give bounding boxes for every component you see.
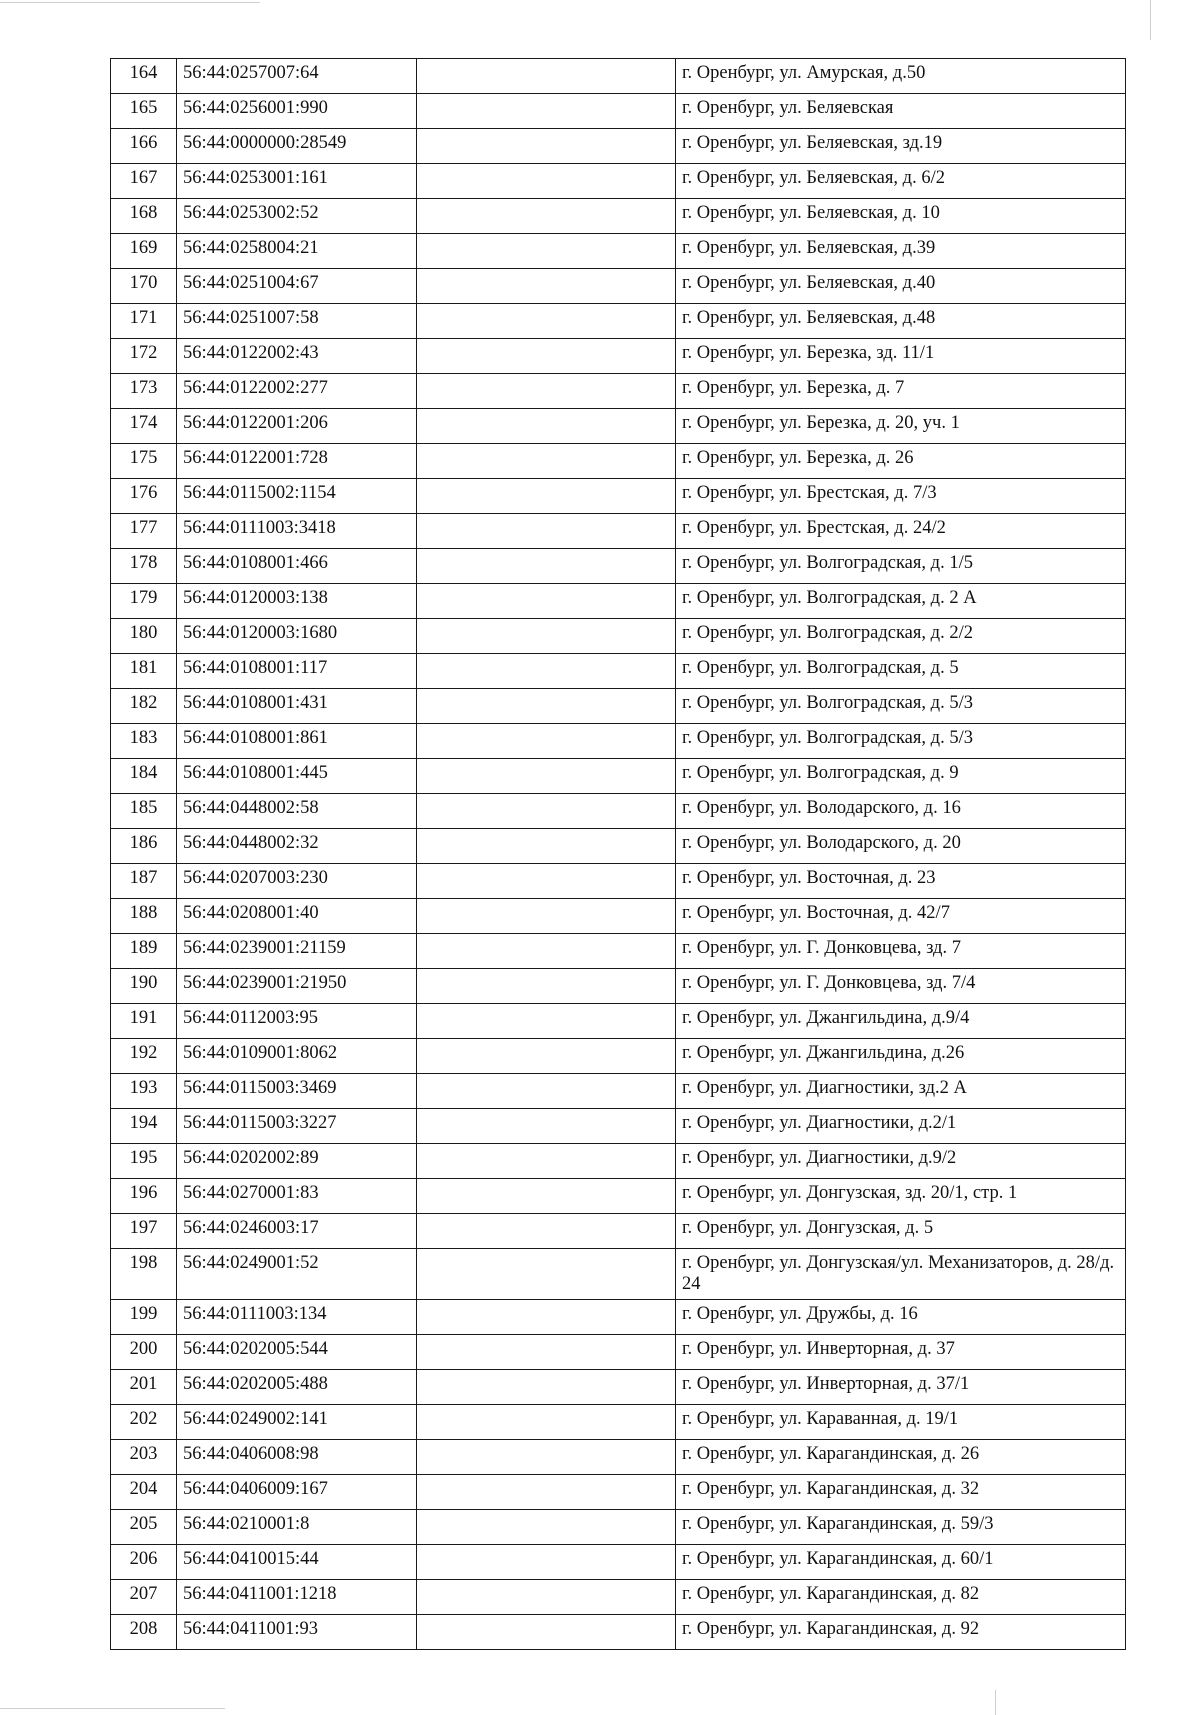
empty-cell bbox=[417, 689, 676, 724]
table-row bbox=[111, 1335, 1126, 1370]
row-number-cell: 167 bbox=[111, 164, 177, 199]
empty-cell bbox=[417, 479, 676, 514]
row-number-cell: 194 bbox=[111, 1109, 177, 1144]
row-number-cell: 185 bbox=[111, 794, 177, 829]
cadastral-number-cell: 56:44:0406009:167 bbox=[177, 1475, 417, 1510]
cadastral-number-cell: 56:44:0270001:83 bbox=[177, 1179, 417, 1214]
address-cell: г. Оренбург, ул. Донгузская/ул. Механизаторов, д. 28/д. 24 bbox=[676, 1249, 1126, 1300]
cadastral-number-cell: 56:44:0239001:21950 bbox=[177, 969, 417, 1004]
table-row bbox=[111, 1179, 1126, 1214]
empty-cell bbox=[417, 1335, 676, 1370]
row-number-cell: 186 bbox=[111, 829, 177, 864]
table-row bbox=[111, 1510, 1126, 1545]
cadastral-number-cell: 56:44:0109001:8062 bbox=[177, 1039, 417, 1074]
address-cell: г. Оренбург, ул. Березка, д. 26 bbox=[676, 444, 1126, 479]
cadastral-number-cell: 56:44:0111003:3418 bbox=[177, 514, 417, 549]
table-row bbox=[111, 94, 1126, 129]
table-row bbox=[111, 1074, 1126, 1109]
cadastral-number-cell: 56:44:0202005:544 bbox=[177, 1335, 417, 1370]
empty-cell bbox=[417, 759, 676, 794]
empty-cell bbox=[417, 1405, 676, 1440]
empty-cell bbox=[417, 899, 676, 934]
table-row bbox=[111, 1300, 1126, 1335]
table-row bbox=[111, 164, 1126, 199]
address-cell: г. Оренбург, ул. Волгоградская, д. 1/5 bbox=[676, 549, 1126, 584]
cadastral-number-cell: 56:44:0411001:1218 bbox=[177, 1580, 417, 1615]
cadastral-number-cell: 56:44:0108001:117 bbox=[177, 654, 417, 689]
row-number-cell: 207 bbox=[111, 1580, 177, 1615]
address-cell: г. Оренбург, ул. Инверторная, д. 37/1 bbox=[676, 1370, 1126, 1405]
address-cell: г. Оренбург, ул. Беляевская, д. 10 bbox=[676, 199, 1126, 234]
empty-cell bbox=[417, 1039, 676, 1074]
row-number-cell: 175 bbox=[111, 444, 177, 479]
cadastral-number-cell: 56:44:0115002:1154 bbox=[177, 479, 417, 514]
empty-cell bbox=[417, 1300, 676, 1335]
address-cell: г. Оренбург, ул. Дружбы, д. 16 bbox=[676, 1300, 1126, 1335]
table-row bbox=[111, 584, 1126, 619]
empty-cell bbox=[417, 619, 676, 654]
address-cell: г. Оренбург, ул. Карагандинская, д. 32 bbox=[676, 1475, 1126, 1510]
row-number-cell: 202 bbox=[111, 1405, 177, 1440]
cadastral-number-cell: 56:44:0122002:43 bbox=[177, 339, 417, 374]
table-row bbox=[111, 1249, 1126, 1300]
address-cell: г. Оренбург, ул. Брестская, д. 7/3 bbox=[676, 479, 1126, 514]
address-cell: г. Оренбург, ул. Джангильдина, д.26 bbox=[676, 1039, 1126, 1074]
empty-cell bbox=[417, 304, 676, 339]
address-cell: г. Оренбург, ул. Володарского, д. 16 bbox=[676, 794, 1126, 829]
row-number-cell: 174 bbox=[111, 409, 177, 444]
row-number-cell: 180 bbox=[111, 619, 177, 654]
table-row bbox=[111, 479, 1126, 514]
cadastral-number-cell: 56:44:0256001:990 bbox=[177, 94, 417, 129]
cadastral-number-cell: 56:44:0411001:93 bbox=[177, 1615, 417, 1650]
row-number-cell: 189 bbox=[111, 934, 177, 969]
scan-edge-top-right bbox=[1150, 0, 1151, 40]
empty-cell bbox=[417, 794, 676, 829]
cadastral-number-cell: 56:44:0253001:161 bbox=[177, 164, 417, 199]
table-row bbox=[111, 234, 1126, 269]
row-number-cell: 208 bbox=[111, 1615, 177, 1650]
row-number-cell: 204 bbox=[111, 1475, 177, 1510]
address-cell: г. Оренбург, ул. Беляевская bbox=[676, 94, 1126, 129]
table-row bbox=[111, 1109, 1126, 1144]
row-number-cell: 165 bbox=[111, 94, 177, 129]
address-cell: г. Оренбург, ул. Карагандинская, д. 59/3 bbox=[676, 1510, 1126, 1545]
address-cell: г. Оренбург, ул. Волгоградская, д. 5/3 bbox=[676, 724, 1126, 759]
empty-cell bbox=[417, 234, 676, 269]
address-cell: г. Оренбург, ул. Березка, зд. 11/1 bbox=[676, 339, 1126, 374]
address-cell: г. Оренбург, ул. Инверторная, д. 37 bbox=[676, 1335, 1126, 1370]
cadastral-number-cell: 56:44:0120003:1680 bbox=[177, 619, 417, 654]
empty-cell bbox=[417, 164, 676, 199]
table-row bbox=[111, 934, 1126, 969]
empty-cell bbox=[417, 969, 676, 1004]
empty-cell bbox=[417, 1004, 676, 1039]
table-row bbox=[111, 864, 1126, 899]
registry-table-body bbox=[111, 59, 1126, 1650]
row-number-cell: 184 bbox=[111, 759, 177, 794]
cadastral-number-cell: 56:44:0000000:28549 bbox=[177, 129, 417, 164]
row-number-cell: 179 bbox=[111, 584, 177, 619]
table-row bbox=[111, 1039, 1126, 1074]
cadastral-number-cell: 56:44:0202005:488 bbox=[177, 1370, 417, 1405]
cadastral-number-cell: 56:44:0111003:134 bbox=[177, 1300, 417, 1335]
address-cell: г. Оренбург, ул. Брестская, д. 24/2 bbox=[676, 514, 1126, 549]
cadastral-number-cell: 56:44:0406008:98 bbox=[177, 1440, 417, 1475]
cadastral-number-cell: 56:44:0210001:8 bbox=[177, 1510, 417, 1545]
address-cell: г. Оренбург, ул. Волгоградская, д. 5 bbox=[676, 654, 1126, 689]
scan-edge-bottom-right bbox=[995, 1690, 996, 1715]
row-number-cell: 170 bbox=[111, 269, 177, 304]
address-cell: г. Оренбург, ул. Волгоградская, д. 2 А bbox=[676, 584, 1126, 619]
address-cell: г. Оренбург, ул. Диагностики, зд.2 А bbox=[676, 1074, 1126, 1109]
empty-cell bbox=[417, 654, 676, 689]
address-cell: г. Оренбург, ул. Березка, д. 7 bbox=[676, 374, 1126, 409]
address-cell: г. Оренбург, ул. Донгузская, зд. 20/1, стр. 1 bbox=[676, 1179, 1126, 1214]
scan-edge-bottom bbox=[0, 1708, 225, 1709]
empty-cell bbox=[417, 1580, 676, 1615]
empty-cell bbox=[417, 549, 676, 584]
table-row bbox=[111, 339, 1126, 374]
cadastral-number-cell: 56:44:0120003:138 bbox=[177, 584, 417, 619]
table-row bbox=[111, 409, 1126, 444]
cadastral-number-cell: 56:44:0448002:58 bbox=[177, 794, 417, 829]
empty-cell bbox=[417, 129, 676, 164]
row-number-cell: 183 bbox=[111, 724, 177, 759]
table-row bbox=[111, 1475, 1126, 1510]
table-row bbox=[111, 1615, 1126, 1650]
empty-cell bbox=[417, 339, 676, 374]
table-row bbox=[111, 269, 1126, 304]
address-cell: г. Оренбург, ул. Беляевская, д.40 bbox=[676, 269, 1126, 304]
table-row bbox=[111, 1440, 1126, 1475]
row-number-cell: 201 bbox=[111, 1370, 177, 1405]
cadastral-number-cell: 56:44:0202002:89 bbox=[177, 1144, 417, 1179]
empty-cell bbox=[417, 409, 676, 444]
address-cell: г. Оренбург, ул. Волгоградская, д. 9 bbox=[676, 759, 1126, 794]
address-cell: г. Оренбург, ул. Карагандинская, д. 82 bbox=[676, 1580, 1126, 1615]
row-number-cell: 181 bbox=[111, 654, 177, 689]
cadastral-number-cell: 56:44:0258004:21 bbox=[177, 234, 417, 269]
empty-cell bbox=[417, 1615, 676, 1650]
table-row bbox=[111, 59, 1126, 94]
address-cell: г. Оренбург, ул. Диагностики, д.9/2 bbox=[676, 1144, 1126, 1179]
cadastral-number-cell: 56:44:0246003:17 bbox=[177, 1214, 417, 1249]
empty-cell bbox=[417, 514, 676, 549]
row-number-cell: 195 bbox=[111, 1144, 177, 1179]
empty-cell bbox=[417, 1109, 676, 1144]
address-cell: г. Оренбург, ул. Волгоградская, д. 5/3 bbox=[676, 689, 1126, 724]
address-cell: г. Оренбург, ул. Восточная, д. 42/7 bbox=[676, 899, 1126, 934]
empty-cell bbox=[417, 1545, 676, 1580]
cadastral-number-cell: 56:44:0257007:64 bbox=[177, 59, 417, 94]
empty-cell bbox=[417, 1144, 676, 1179]
empty-cell bbox=[417, 59, 676, 94]
cadastral-number-cell: 56:44:0108001:445 bbox=[177, 759, 417, 794]
empty-cell bbox=[417, 1510, 676, 1545]
row-number-cell: 168 bbox=[111, 199, 177, 234]
registry-table bbox=[110, 58, 1126, 1650]
empty-cell bbox=[417, 94, 676, 129]
cadastral-number-cell: 56:44:0122001:728 bbox=[177, 444, 417, 479]
row-number-cell: 192 bbox=[111, 1039, 177, 1074]
table-row bbox=[111, 1370, 1126, 1405]
empty-cell bbox=[417, 1074, 676, 1109]
empty-cell bbox=[417, 1370, 676, 1405]
empty-cell bbox=[417, 584, 676, 619]
cadastral-number-cell: 56:44:0207003:230 bbox=[177, 864, 417, 899]
row-number-cell: 177 bbox=[111, 514, 177, 549]
address-cell: г. Оренбург, ул. Волгоградская, д. 2/2 bbox=[676, 619, 1126, 654]
table-row bbox=[111, 1545, 1126, 1580]
table-row bbox=[111, 1405, 1126, 1440]
table-row bbox=[111, 514, 1126, 549]
cadastral-number-cell: 56:44:0249001:52 bbox=[177, 1249, 417, 1300]
cadastral-number-cell: 56:44:0448002:32 bbox=[177, 829, 417, 864]
row-number-cell: 164 bbox=[111, 59, 177, 94]
empty-cell bbox=[417, 864, 676, 899]
row-number-cell: 176 bbox=[111, 479, 177, 514]
cadastral-number-cell: 56:44:0108001:861 bbox=[177, 724, 417, 759]
empty-cell bbox=[417, 829, 676, 864]
empty-cell bbox=[417, 1214, 676, 1249]
empty-cell bbox=[417, 374, 676, 409]
row-number-cell: 200 bbox=[111, 1335, 177, 1370]
row-number-cell: 169 bbox=[111, 234, 177, 269]
row-number-cell: 206 bbox=[111, 1545, 177, 1580]
address-cell: г. Оренбург, ул. Г. Донковцева, зд. 7 bbox=[676, 934, 1126, 969]
scan-edge-top-left bbox=[0, 2, 260, 3]
row-number-cell: 171 bbox=[111, 304, 177, 339]
table-row bbox=[111, 654, 1126, 689]
address-cell: г. Оренбург, ул. Карагандинская, д. 60/1 bbox=[676, 1545, 1126, 1580]
table-row bbox=[111, 899, 1126, 934]
row-number-cell: 199 bbox=[111, 1300, 177, 1335]
row-number-cell: 198 bbox=[111, 1249, 177, 1300]
row-number-cell: 197 bbox=[111, 1214, 177, 1249]
empty-cell bbox=[417, 199, 676, 234]
address-cell: г. Оренбург, ул. Караванная, д. 19/1 bbox=[676, 1405, 1126, 1440]
table-row bbox=[111, 129, 1126, 164]
address-cell: г. Оренбург, ул. Донгузская, д. 5 bbox=[676, 1214, 1126, 1249]
table-row bbox=[111, 689, 1126, 724]
address-cell: г. Оренбург, ул. Карагандинская, д. 26 bbox=[676, 1440, 1126, 1475]
cadastral-number-cell: 56:44:0115003:3469 bbox=[177, 1074, 417, 1109]
address-cell: г. Оренбург, ул. Карагандинская, д. 92 bbox=[676, 1615, 1126, 1650]
cadastral-number-cell: 56:44:0249002:141 bbox=[177, 1405, 417, 1440]
cadastral-number-cell: 56:44:0208001:40 bbox=[177, 899, 417, 934]
address-cell: г. Оренбург, ул. Березка, д. 20, уч. 1 bbox=[676, 409, 1126, 444]
address-cell: г. Оренбург, ул. Беляевская, д. 6/2 bbox=[676, 164, 1126, 199]
cadastral-number-cell: 56:44:0122002:277 bbox=[177, 374, 417, 409]
table-row bbox=[111, 444, 1126, 479]
address-cell: г. Оренбург, ул. Беляевская, д.48 bbox=[676, 304, 1126, 339]
empty-cell bbox=[417, 1475, 676, 1510]
table-row bbox=[111, 619, 1126, 654]
table-row bbox=[111, 794, 1126, 829]
row-number-cell: 203 bbox=[111, 1440, 177, 1475]
cadastral-number-cell: 56:44:0239001:21159 bbox=[177, 934, 417, 969]
address-cell: г. Оренбург, ул. Беляевская, зд.19 bbox=[676, 129, 1126, 164]
table-row bbox=[111, 1580, 1126, 1615]
address-cell: г. Оренбург, ул. Амурская, д.50 bbox=[676, 59, 1126, 94]
empty-cell bbox=[417, 1249, 676, 1300]
row-number-cell: 205 bbox=[111, 1510, 177, 1545]
table-row bbox=[111, 1144, 1126, 1179]
table-row bbox=[111, 969, 1126, 1004]
row-number-cell: 182 bbox=[111, 689, 177, 724]
row-number-cell: 196 bbox=[111, 1179, 177, 1214]
address-cell: г. Оренбург, ул. Беляевская, д.39 bbox=[676, 234, 1126, 269]
cadastral-number-cell: 56:44:0410015:44 bbox=[177, 1545, 417, 1580]
table-row bbox=[111, 374, 1126, 409]
table-row bbox=[111, 759, 1126, 794]
row-number-cell: 172 bbox=[111, 339, 177, 374]
cadastral-number-cell: 56:44:0122001:206 bbox=[177, 409, 417, 444]
table-row bbox=[111, 199, 1126, 234]
empty-cell bbox=[417, 934, 676, 969]
row-number-cell: 178 bbox=[111, 549, 177, 584]
address-cell: г. Оренбург, ул. Володарского, д. 20 bbox=[676, 829, 1126, 864]
cadastral-number-cell: 56:44:0251007:58 bbox=[177, 304, 417, 339]
empty-cell bbox=[417, 269, 676, 304]
empty-cell bbox=[417, 444, 676, 479]
row-number-cell: 190 bbox=[111, 969, 177, 1004]
table-row bbox=[111, 1214, 1126, 1249]
address-cell: г. Оренбург, ул. Джангильдина, д.9/4 bbox=[676, 1004, 1126, 1039]
address-cell: г. Оренбург, ул. Г. Донковцева, зд. 7/4 bbox=[676, 969, 1126, 1004]
address-cell: г. Оренбург, ул. Восточная, д. 23 bbox=[676, 864, 1126, 899]
table-row bbox=[111, 304, 1126, 339]
row-number-cell: 173 bbox=[111, 374, 177, 409]
row-number-cell: 193 bbox=[111, 1074, 177, 1109]
table-row bbox=[111, 1004, 1126, 1039]
cadastral-number-cell: 56:44:0108001:431 bbox=[177, 689, 417, 724]
address-cell: г. Оренбург, ул. Диагностики, д.2/1 bbox=[676, 1109, 1126, 1144]
cadastral-number-cell: 56:44:0253002:52 bbox=[177, 199, 417, 234]
cadastral-number-cell: 56:44:0251004:67 bbox=[177, 269, 417, 304]
row-number-cell: 166 bbox=[111, 129, 177, 164]
table-row bbox=[111, 829, 1126, 864]
cadastral-number-cell: 56:44:0112003:95 bbox=[177, 1004, 417, 1039]
row-number-cell: 188 bbox=[111, 899, 177, 934]
table-row bbox=[111, 549, 1126, 584]
cadastral-number-cell: 56:44:0108001:466 bbox=[177, 549, 417, 584]
empty-cell bbox=[417, 1179, 676, 1214]
row-number-cell: 191 bbox=[111, 1004, 177, 1039]
cadastral-number-cell: 56:44:0115003:3227 bbox=[177, 1109, 417, 1144]
table-row bbox=[111, 724, 1126, 759]
empty-cell bbox=[417, 724, 676, 759]
empty-cell bbox=[417, 1440, 676, 1475]
row-number-cell: 187 bbox=[111, 864, 177, 899]
